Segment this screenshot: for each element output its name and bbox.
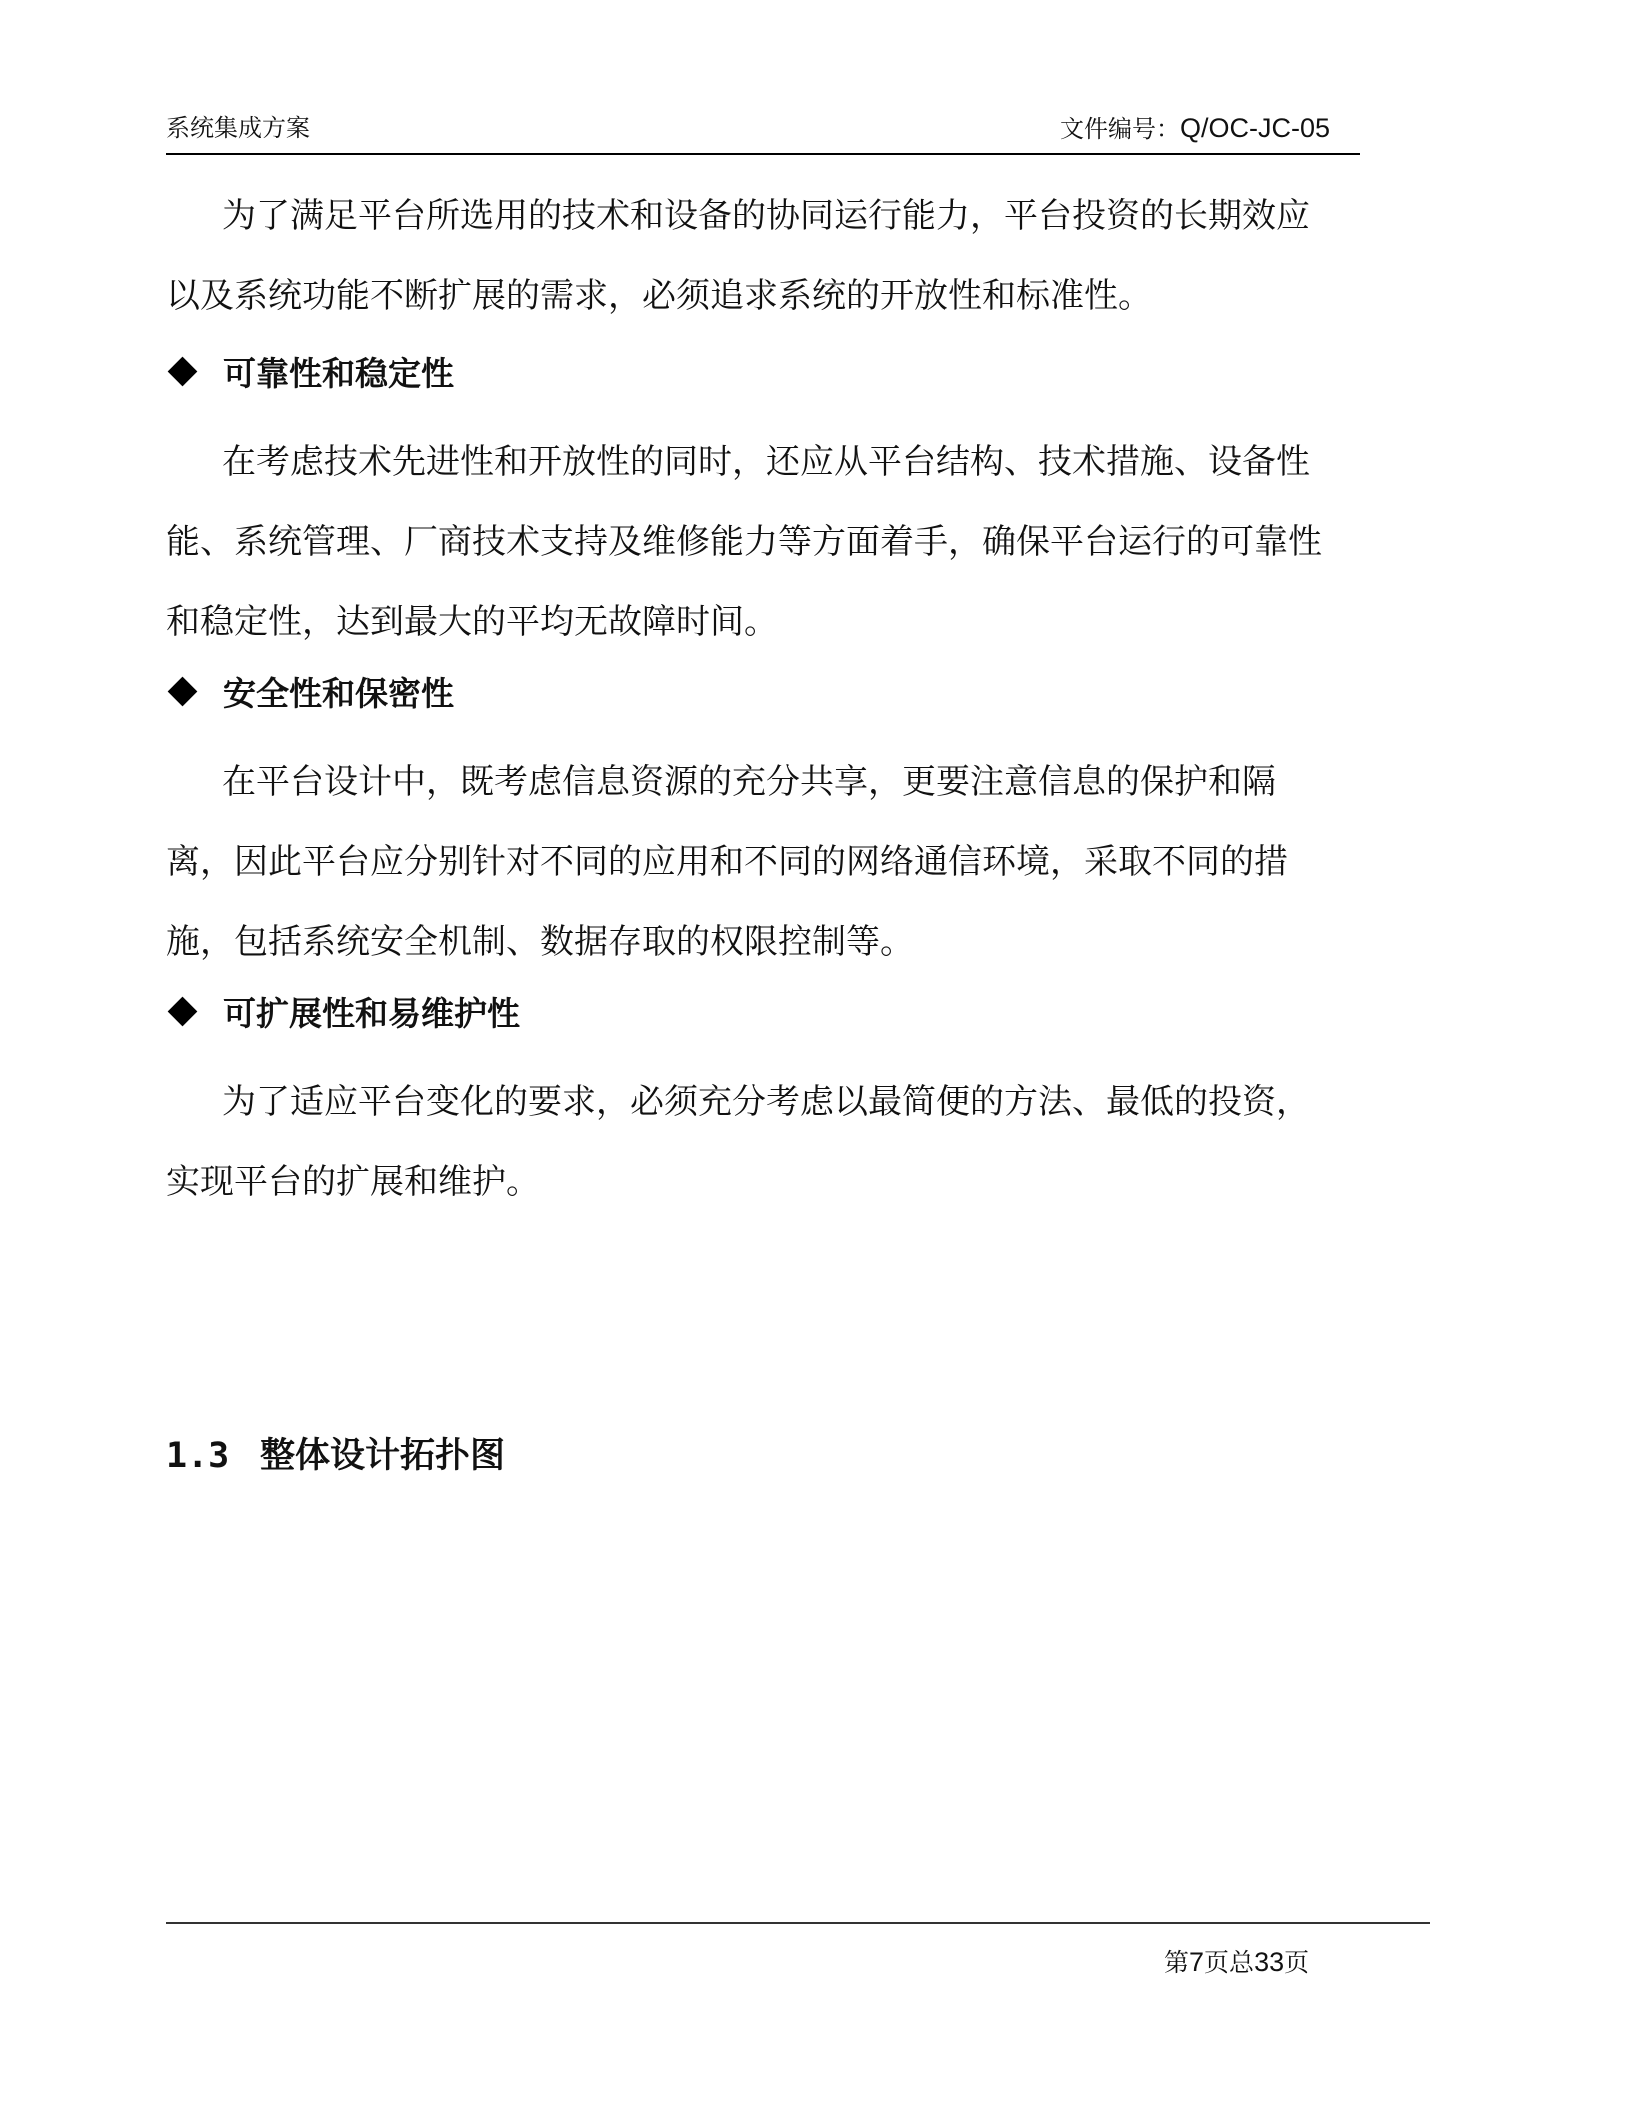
bullet-heading-text: 可扩展性和易维护性 (223, 994, 520, 1033)
scalability-paragraph (166, 1062, 1446, 1222)
header-divider (166, 153, 1360, 155)
paragraph-line: 在平台设计中，既考虑信息资源的充分共享，更要注意信息的保护和隔 (222, 762, 1276, 802)
diamond-bullet-icon (168, 997, 198, 1027)
page-middle: 页总 (1204, 1948, 1255, 1977)
doc-number-value: Q/OC-JC-05 (1180, 113, 1331, 143)
header-document-title: 系统集成方案 (166, 114, 310, 142)
bullet-heading-text: 可靠性和稳定性 (223, 354, 454, 393)
paragraph-line: 和稳定性，达到最大的平均无故障时间。 (166, 602, 778, 642)
paragraph-line: 施，包括系统安全机制、数据存取的权限控制等。 (166, 922, 914, 962)
page-number (1164, 1946, 1309, 1979)
section-title: 整体设计拓扑图 (260, 1436, 506, 1476)
security-paragraph (166, 742, 1446, 982)
bullet-heading-text: 安全性和保密性 (223, 674, 454, 713)
reliability-paragraph (166, 422, 1446, 662)
paragraph-line: 以及系统功能不断扩展的需求，必须追求系统的开放性和标准性。 (166, 276, 1152, 316)
bullet-heading-scalability (166, 992, 520, 1036)
bullet-heading-reliability (166, 352, 454, 396)
paragraph-line: 实现平台的扩展和维护。 (166, 1162, 540, 1202)
paragraph-line: 离，因此平台应分别针对不同的应用和不同的网络通信环境，采取不同的措 (166, 842, 1288, 882)
header-document-number (1060, 112, 1330, 145)
doc-number-label: 文件编号： (1060, 115, 1180, 143)
footer-divider (166, 1922, 1430, 1924)
page-prefix: 第 (1164, 1948, 1190, 1977)
paragraph-line: 能、系统管理、厂商技术支持及维修能力等方面着手，确保平台运行的可靠性 (166, 522, 1322, 562)
total-pages: 33 (1254, 1947, 1285, 1977)
section-number: 1.3 (166, 1436, 230, 1476)
bullet-heading-security (166, 672, 454, 716)
paragraph-line: 在考虑技术先进性和开放性的同时，还应从平台结构、技术措施、设备性 (222, 442, 1310, 482)
paragraph-line: 为了满足平台所选用的技术和设备的协同运行能力，平台投资的长期效应 (222, 196, 1310, 236)
paragraph-line: 为了适应平台变化的要求，必须充分考虑以最简便的方法、最低的投资， (222, 1082, 1310, 1122)
diamond-bullet-icon (168, 677, 198, 707)
page-suffix: 页 (1284, 1948, 1310, 1977)
diamond-bullet-icon (168, 357, 198, 387)
section-heading (166, 1432, 505, 1480)
current-page: 7 (1189, 1947, 1205, 1977)
intro-paragraph (166, 176, 1446, 336)
